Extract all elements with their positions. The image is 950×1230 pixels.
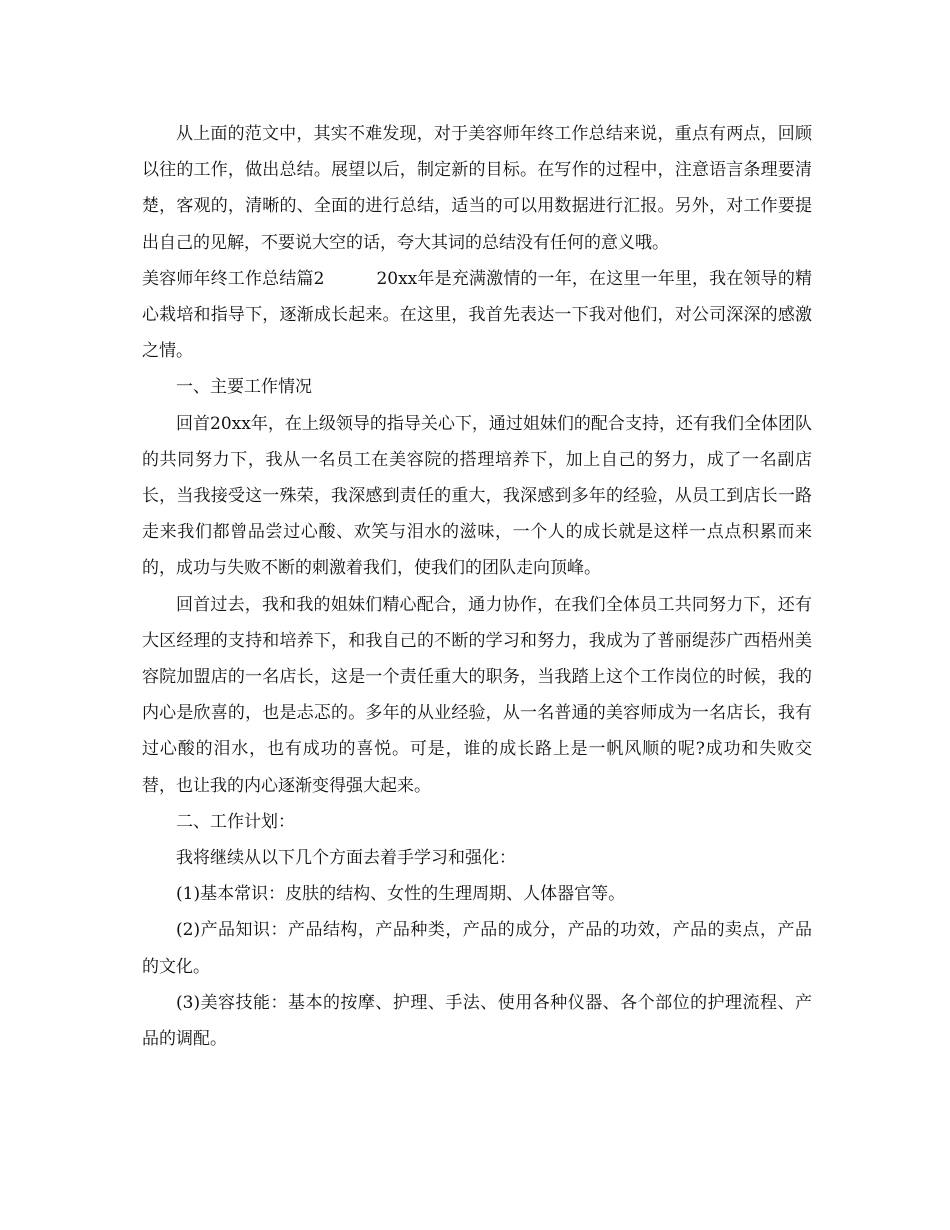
list-item-basic-knowledge: (1)基本常识：皮肤的结构、女性的生理周期、人体器官等。 <box>176 884 626 905</box>
document-page <box>142 116 812 1057</box>
list-item-beauty-skills: (3)美容技能：基本的按摩、护理、手法、使用各种仪器、各个部位的护理流程、产品的调配。 <box>142 992 812 1050</box>
paragraph-plan-intro: 我将继续从以下几个方面去着手学习和强化： <box>176 848 516 869</box>
paragraph-article-2 <box>142 261 812 370</box>
list-item-product-knowledge: (2)产品知识：产品结构，产品种类，产品的成分，产品的功效，产品的卖点，产品的文化。 <box>142 920 812 977</box>
section-heading-work-status: 一、主要工作情况 <box>176 377 312 398</box>
paragraph-review-year: 回首20xx年，在上级领导的指导关心下，通过姐妹们的配合支持，还有我们全体团队的共同努力下，我从一名员工在美容院的搭理培养下，加上自己的努力，成了一名副店长，当我接受这一殊荣，我深感到责任的重大，我深感到多年的经验，从员工到店长一路走来我们都曾品尝过心酸、欢笑与泪水的滋味，一个人的成长就是这样一点点积累而来的，成功与失败不断的刺激着我们，使我们的团队走向顶峰。 <box>142 413 812 579</box>
paragraph-intro: 从上面的范文中，其实不难发现，对于美容师年终工作总结来说，重点有两点，回顾以往的工作，做出总结。展望以后，制定新的目标。在写作的过程中，注意语言条理要清楚，客观的，清晰的、全面的进行总结，适当的可以用数据进行汇报。另外，对工作要提出自己的见解，不要说大空的话，夸大其词的总结没有任何的意义哦。 <box>142 124 812 253</box>
paragraph-review-past: 回首过去，我和我的姐妹们精心配合，通力协作，在我们全体员工共同努力下，还有大区经理的支持和培养下，和我自己的不断的学习和努力，我成为了普丽缇莎广西梧州美容院加盟店的一名店长，这是一个责任重大的职务，当我踏上这个工作岗位的时候，我的内心是欣喜的，也是忐忑的。多年的从业经验，从一名普通的美容师成为一名店长，我有过心酸的泪水，也有成功的喜悦。可是，谁的成长路上是一帆风顺的呢?成功和失败交替，也让我的内心逐渐变得强大起来。 <box>142 594 812 796</box>
article-opening: 20xx年是充满激情的一年，在这里一年里，我在领导的精心栽培和指导下，逐渐成长起来。在这里，我首先表达一下我对他们，对公司深深的感激之情。 <box>142 268 812 362</box>
section-heading-work-plan: 二、工作计划： <box>176 811 295 832</box>
article-title: 美容师年终工作总结篇2 <box>142 268 325 289</box>
